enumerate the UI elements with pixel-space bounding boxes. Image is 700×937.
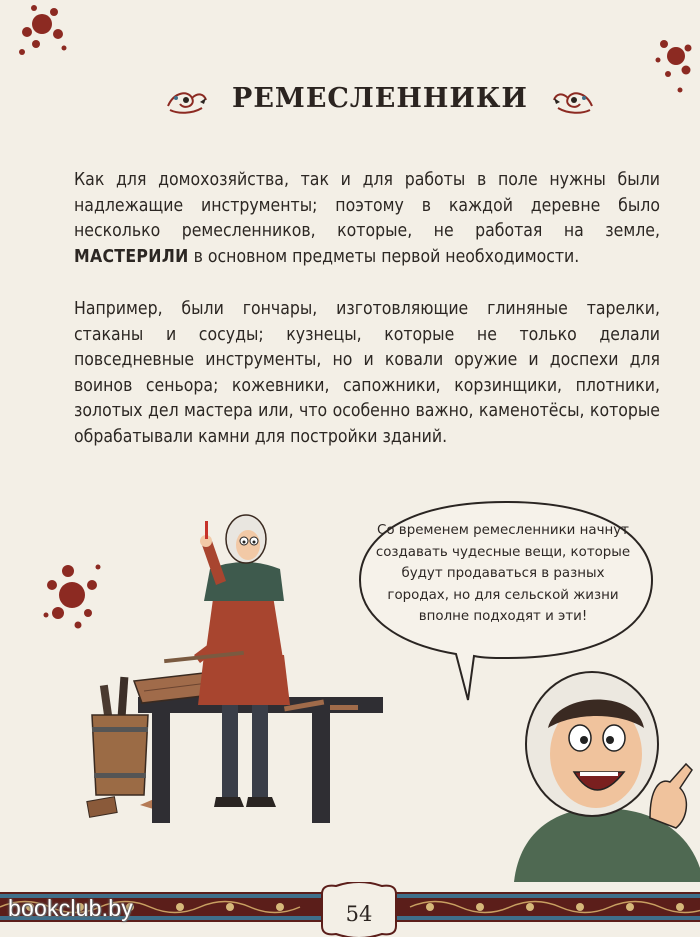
page-title: РЕМЕСЛЕННИКИ (232, 82, 528, 114)
page-number: 54 (345, 902, 373, 926)
ink-splat-top-right-icon (650, 30, 698, 106)
paragraph-1-text-start: Как для домохозяйства, так и для работы в поле нужны были надлежащие инструменты; поэтому в каждой деревне было несколько ремесленников, которые, не работая на земле, (74, 170, 660, 241)
paragraph-1-bold-term: МАСТЕРИЛИ (74, 246, 189, 267)
paragraph-1-text-end: в основном предметы первой необходимости. (188, 246, 580, 267)
paragraph-2: Например, были гончары, изготовляющие глиняные тарелки, стаканы и сосуды; кузнецы, которые не только делали повседневные инструменты, но и ковали оружие и доспехи для воинов сеньора; кожевники, сапожники, корзинщики, плотники, золотых дел мастера или, что особенно важно, каменотёсы, которые обрабатывали камни для постройки зданий. (74, 299, 660, 447)
watermark-text: bookclub.by (8, 895, 133, 921)
speech-bubble-text: Со временем ремесленники начнут создавать чудесные вещи, которые будут продаваться в разных городах, но для сельской жизни вполне подходят и эти! (375, 523, 631, 624)
narrator-character-illustration (500, 668, 700, 882)
dragon-flourish-left-icon (162, 80, 210, 116)
paragraph-1 (74, 168, 660, 270)
carpenter-illustration (84, 505, 394, 840)
title-row (140, 78, 620, 118)
ink-splat-top-left-icon (14, 0, 72, 62)
dragon-flourish-right-icon (550, 80, 598, 116)
